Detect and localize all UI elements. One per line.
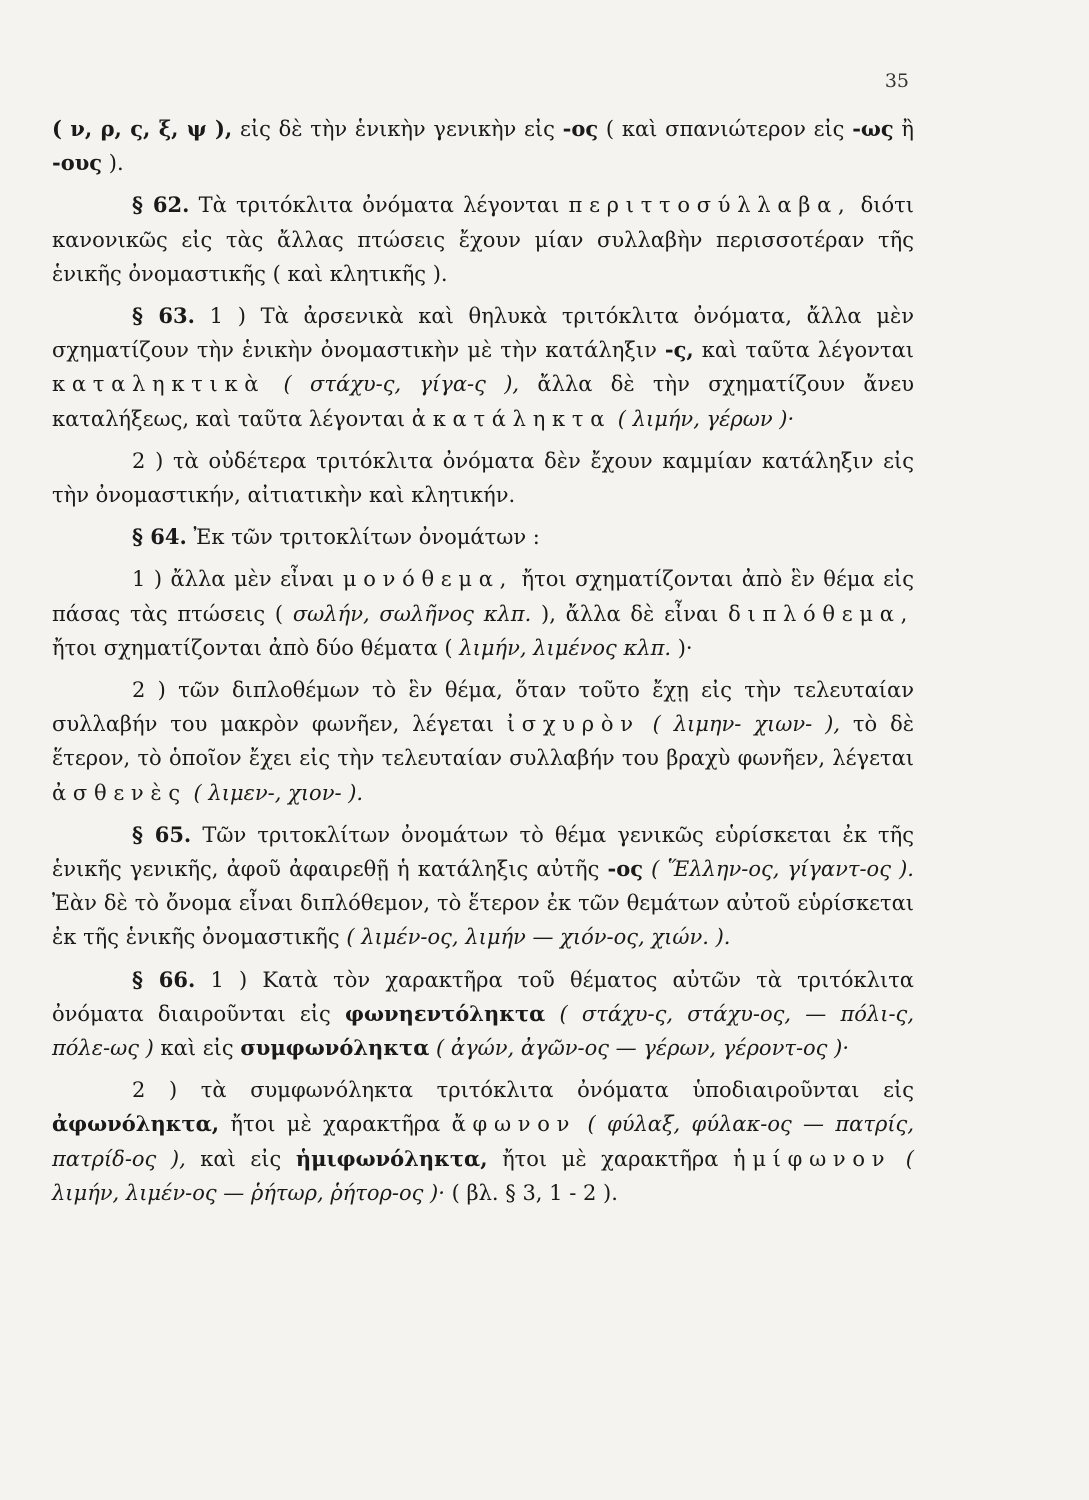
text: ἢ [893, 117, 915, 141]
text-spaced: ἡμίφωνον [733, 1146, 892, 1171]
text-bold: -ους [52, 150, 103, 176]
text-italic: ( ἀγών, ἀγῶν-ος — γέρων, γέροντ-ος )· [429, 1036, 849, 1061]
text: 1 ) ἄλλα μὲν εἶναι [132, 567, 343, 592]
section-65 [52, 818, 914, 955]
text: 1 ) Κατὰ τὸν χαρακτῆρα τοῦ θέματος αὐτῶν τὰ τριτόκλιτα ὀνόματα διαιροῦνται εἰς [52, 967, 914, 1026]
text: καὶ ταῦτα λέγονται [693, 338, 914, 363]
text: ἄλλα δὲ τὴν σχηματίζουν ἄνευ καταλήξεως, καὶ ταῦτα λέγονται [52, 372, 914, 431]
section-63 [52, 299, 914, 436]
text: ), ἄλλα δὲ εἶναι [531, 601, 729, 626]
text-bold: φωνηεντόληκτα [345, 1000, 546, 1026]
text-bold: -ς, [664, 337, 694, 363]
text: Τῶν τριτοκλίτων ὀνομάτων τὸ θέμα γενικῶς εὑρίσκεται ἐκ τῆς ἑνικῆς γενικῆς, ἀφοῦ ἀφαιρεθῇ ἡ κατάληξις αὐτῆς [52, 822, 914, 882]
text-bold: -ος [607, 856, 644, 882]
text-bold: συμφωνόληκτα [240, 1035, 430, 1061]
text-spaced: διπλόθεμα, [728, 601, 914, 626]
section-number: § 65. [132, 821, 192, 847]
text-spaced: περιττοσύλλαβα, [568, 193, 852, 218]
text-spaced: ἰσχυρὸν [506, 712, 640, 737]
section-64 [52, 520, 914, 554]
section-66 [52, 963, 914, 1066]
text-bold: -ως [852, 116, 894, 141]
text: 2 ) τὰ οὐδέτερα τριτόκλιτα ὀνόματα δὲν ἔχουν καμμίαν κατάληξιν εἰς τὴν ὀνομαστικήν, αἰτιατικὴν καὶ κλητικήν. [52, 448, 914, 508]
section-number: § 62. [132, 192, 190, 218]
section-63-item-2 [52, 444, 914, 512]
page-number: 35 [884, 70, 909, 92]
text-italic: ( φύλαξ, φύλακ-ος — πατρίς, πατρίδ-ος ), [52, 1112, 914, 1171]
text-italic: λιμήν, λιμένος κλπ. [459, 635, 672, 660]
section-66-item-2 [52, 1073, 914, 1210]
text-italic: ( στάχυ-ς, στάχυ-ος, — πόλι-ς, πόλε-ως ) [52, 1001, 914, 1061]
text-spaced: ἀσθενὲς [52, 780, 187, 805]
paragraph-continuation [52, 112, 914, 180]
section-number: § 63. [132, 303, 195, 329]
page-body [52, 112, 914, 1218]
text: εἰς δὲ τὴν ἑνικὴν γενικὴν εἰς [232, 117, 563, 141]
text: καὶ εἰς [153, 1036, 241, 1061]
text-spaced: ἄφωνον [451, 1112, 577, 1137]
text-spaced: καταληκτικὰ [52, 372, 266, 397]
text: διότι κανονικῶς εἰς τὰς ἄλλας πτώσεις ἔχουν μίαν συλλαβὴν περισσοτέραν τῆς ἑνικῆς ὀνομαστικῆς ( καὶ κλητικῆς ). [52, 193, 914, 286]
text-spaced: ἀκατάληκτα [411, 406, 612, 431]
text: ἤτοι σχηματίζονται ἀπὸ δύο θέματα ( [52, 635, 460, 660]
text-italic: ( λιμήν, γέρων )· [611, 406, 795, 431]
text-bold: ἀφωνόληκτα, [52, 1111, 220, 1137]
text: Τὰ τριτόκλιτα ὀνόματα λέγονται [189, 193, 569, 218]
text: ἤτοι σχηματίζονται ἀπὸ ἓν θέμα εἰς πάσας τὰς πτώσεις ( [52, 567, 914, 626]
text: 2 ) τὰ συμφωνόληκτα τριτόκλιτα ὀνόματα ὑποδιαιροῦνται εἰς [132, 1078, 914, 1103]
text-bold: ἡμιφωνόληκτα, [295, 1145, 488, 1171]
text-italic: ( λιμήν, λιμέν-ος — ῥήτωρ, ῥήτορ-ος )· [52, 1146, 914, 1205]
text-spaced: μονόθεμα, [342, 567, 514, 592]
text: ). [102, 151, 124, 176]
text-italic: σωλήν, σωλῆνος κλπ. [292, 601, 532, 626]
text: ἤτοι μὲ χαρακτῆρα [219, 1112, 452, 1137]
text: καὶ εἰς [185, 1146, 296, 1171]
text: 1 ) Τὰ ἀρσενικὰ καὶ θηλυκὰ τριτόκλιτα ὀνόματα, ἄλλα μὲν σχηματίζουν τὴν ἑνικὴν ὀνομαστικὴν μὲ τὴν κατάληξιν [52, 304, 915, 363]
text: Ἐὰν δὲ τὸ ὄνομα εἶναι διπλόθεμον, τὸ ἕτερον ἐκ τῶν θεμάτων αὐτοῦ εὑρίσκεται ἐκ τῆς ἑνικῆς ὀνομαστικῆς [52, 891, 914, 950]
section-number: § 66. [132, 966, 196, 992]
text-italic: ( στάχυ-ς, γίγα-ς ), [265, 372, 520, 397]
text-bold: -ος [562, 116, 599, 141]
section-62 [52, 188, 914, 291]
section-64-item-1 [52, 562, 914, 665]
text: Ἐκ τῶν τριτοκλίτων ὀνομάτων : [186, 525, 540, 550]
text-italic: ( λιμέν-ος, λιμήν — χιόν-ος, χιών. ). [346, 925, 731, 950]
text: 2 ) τῶν διπλοθέμων τὸ ἓν θέμα, ὅταν τοῦτο ἔχῃ εἰς τὴν τελευταίαν συλλαβήν του μακρὸν φωνῆεν, λέγεται [52, 678, 914, 737]
text-italic: ( λιμεν-, χιον- ). [186, 780, 364, 805]
text: ( καὶ σπανιώτερον εἰς [598, 117, 853, 141]
text: ἤτοι μὲ χαρακτῆρα [487, 1146, 734, 1171]
section-number: § 64. [132, 524, 187, 550]
text-italic: ( Ἕλλην-ος, γίγαντ-ος ). [643, 857, 914, 882]
text-italic: ( λιμην- χιων- ), [639, 712, 840, 737]
text: )· [671, 635, 693, 660]
section-64-item-2 [52, 673, 914, 810]
text: τὸ δὲ ἕτερον, τὸ ὁποῖον ἔχει εἰς τὴν τελευταίαν συλλαβήν του βραχὺ φωνῆεν, λέγεται [52, 712, 914, 771]
text: ( βλ. § 3, 1 - 2 ). [444, 1180, 618, 1205]
text-bold: ( ν, ρ, ς, ξ, ψ ), [52, 116, 233, 141]
